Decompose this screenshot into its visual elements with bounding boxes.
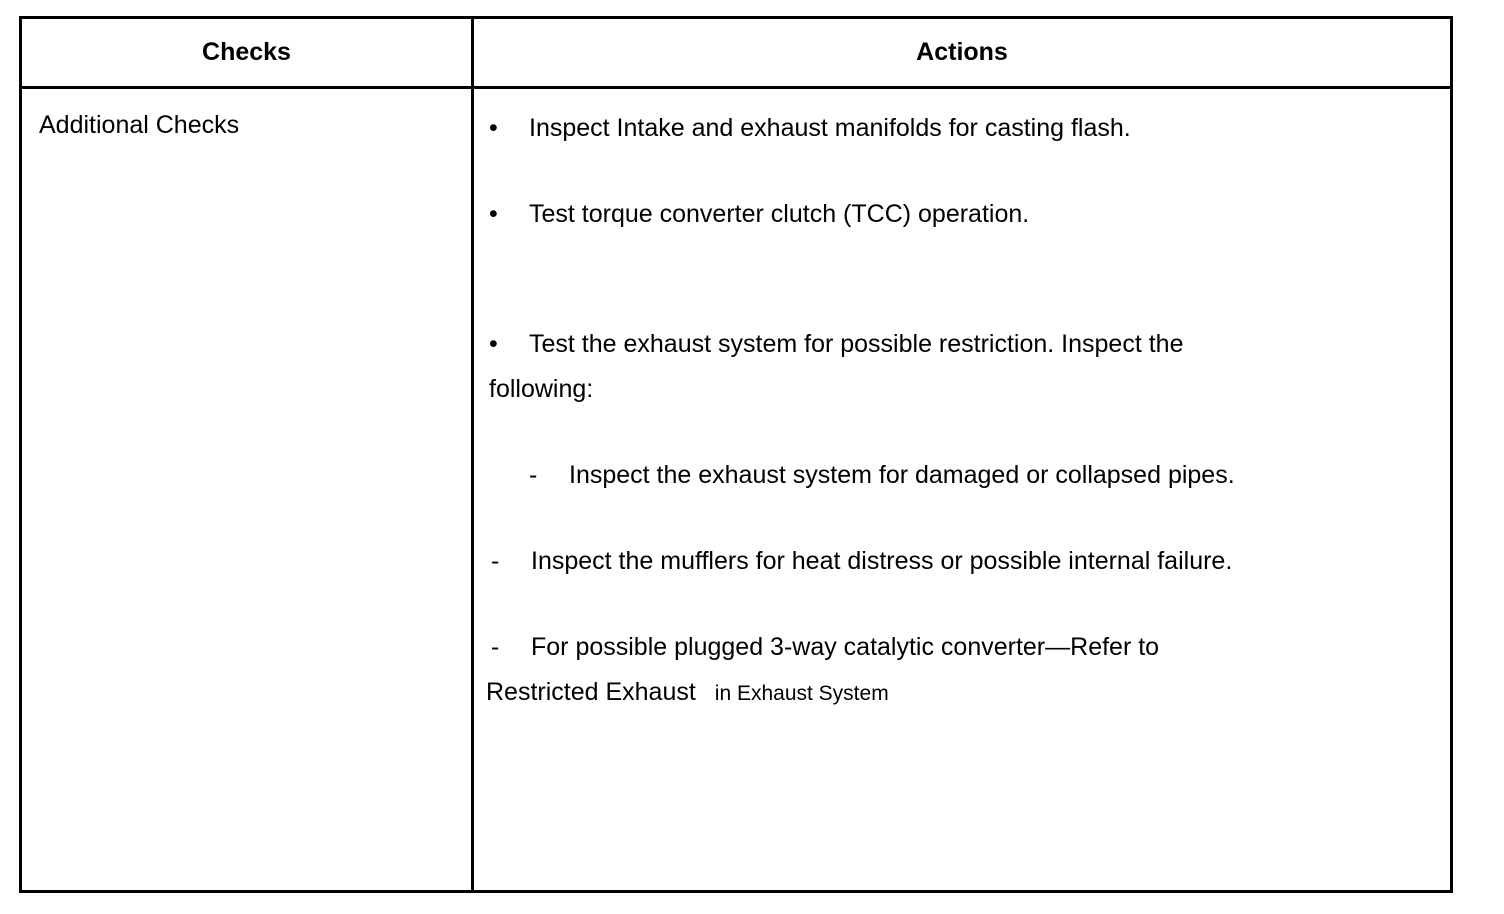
header-checks: Checks: [202, 38, 291, 66]
action-text-continuation: Restricted Exhaust: [486, 678, 696, 706]
bullet-marker: •: [489, 200, 498, 228]
action-text-continuation-small: in Exhaust System: [714, 682, 889, 705]
action-item: [489, 106, 1131, 151]
action-item: [529, 453, 1235, 498]
action-item: [489, 322, 1183, 412]
action-text: Test torque converter clutch (TCC) operation.: [529, 200, 1030, 228]
action-item: [491, 625, 1159, 670]
action-item: [489, 192, 1029, 237]
action-text-continuation: following:: [489, 375, 594, 403]
dash-marker: -: [491, 547, 500, 575]
header-divider: [22, 86, 1450, 89]
check-label: Additional Checks: [39, 111, 240, 139]
bullet-marker: •: [489, 114, 498, 142]
bullet-marker: •: [489, 330, 498, 358]
action-item-continuation: [486, 670, 889, 716]
action-text: For possible plugged 3-way catalytic converter—Refer to: [531, 633, 1160, 661]
action-text: Inspect Intake and exhaust manifolds for casting flash.: [529, 114, 1131, 142]
header-actions: Actions: [916, 38, 1008, 66]
action-text: Inspect the exhaust system for damaged or collapsed pipes.: [569, 461, 1235, 489]
action-text: Inspect the mufflers for heat distress or possible internal failure.: [531, 547, 1233, 575]
dash-marker: -: [491, 633, 500, 661]
action-text: Test the exhaust system for possible restriction. Inspect the: [529, 330, 1184, 358]
checks-actions-table: [19, 16, 1453, 893]
action-item: [491, 539, 1232, 584]
column-divider: [471, 19, 474, 890]
dash-marker: -: [529, 461, 538, 489]
